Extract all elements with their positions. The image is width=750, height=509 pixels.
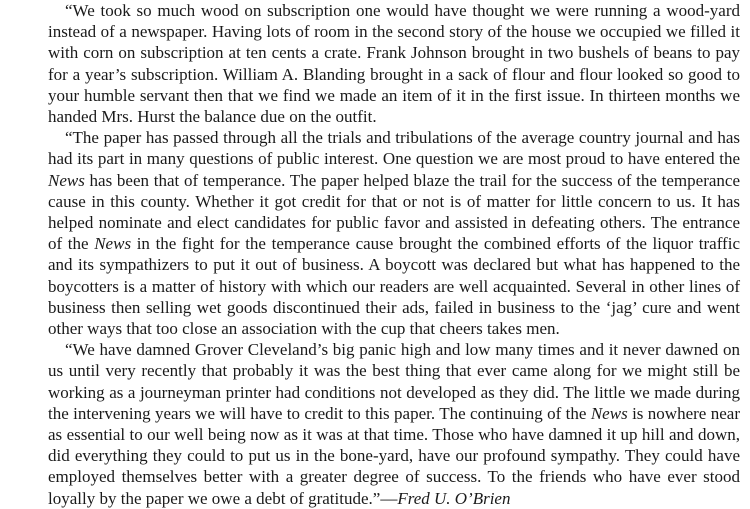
text-run: “We took so much wood on subscription one would have thought we were running a wood-yard instead of a newspaper. Having lots of room in the second story of the house we occupied we filled it with corn on subscription at ten cents a crate. Frank Johnson brought in two bushels of beans to pay for a year’s subscription. William A. Blanding brought in a sack of flour and flour looked so good to your humble servant then that we find we made an item of it in the first issue. In thirteen months we handed Mrs. Hurst the balance due on the outfit. [48, 1, 740, 127]
newspaper-name: News [94, 234, 132, 254]
paragraph-temperance [48, 127, 740, 339]
newspaper-name: News [590, 403, 628, 423]
newspaper-name: News [48, 170, 85, 190]
text-run: “We have damned Grover Cleveland’s big panic high and low many times and it never dawned on us until very recently that probably it was the best thing that ever came along for we might still be working as a journeyman printer had conditions not developed as they did. The little we made during the intervening years we will have to credit to this paper. The continuing of the [48, 340, 740, 423]
text-run: in the fight for the temperance cause brought the combined efforts of the liquor traffic and its sympathizers to put it out of business. A boycott was declared but what has happened to the boycotters is a matter of history with which our readers are well acquainted. Several in other lines of business then selling wet goods discontinued their ads, failed in business to the ‘jag’ cure and went other ways that too close an association with the cup that cheers takes men. [48, 234, 740, 339]
paragraph-wood-subscription [48, 0, 740, 127]
text-run: “The paper has passed through all the trials and tribulations of the average country journal and has had its part in many questions of public interest. One question we are most proud to have entered the [48, 128, 740, 169]
author-signature: Fred U. O’Brien [397, 488, 511, 508]
text-run: has been that of temperance. The paper helped blaze the trail for the success of the temperance cause in this county. Whether it got credit for that or not is of matter for little concern to us. It has helped nominate and elect candidates for public favor and assisted in defeating others. The entrance of the [48, 170, 740, 254]
text-run: is nowhere near as essential to our well being now as it was at that time. Those who have damned it up hill and down, did everything they could to put us in the bone-yard, have our profound sympathy. They could have employed themselves better with a greater degree of success. To the friends who have ever stood loyally by the paper we owe a debt of gratitude.”— [48, 403, 740, 508]
paragraph-grover-cleveland [48, 339, 740, 509]
document-page [48, 0, 740, 509]
